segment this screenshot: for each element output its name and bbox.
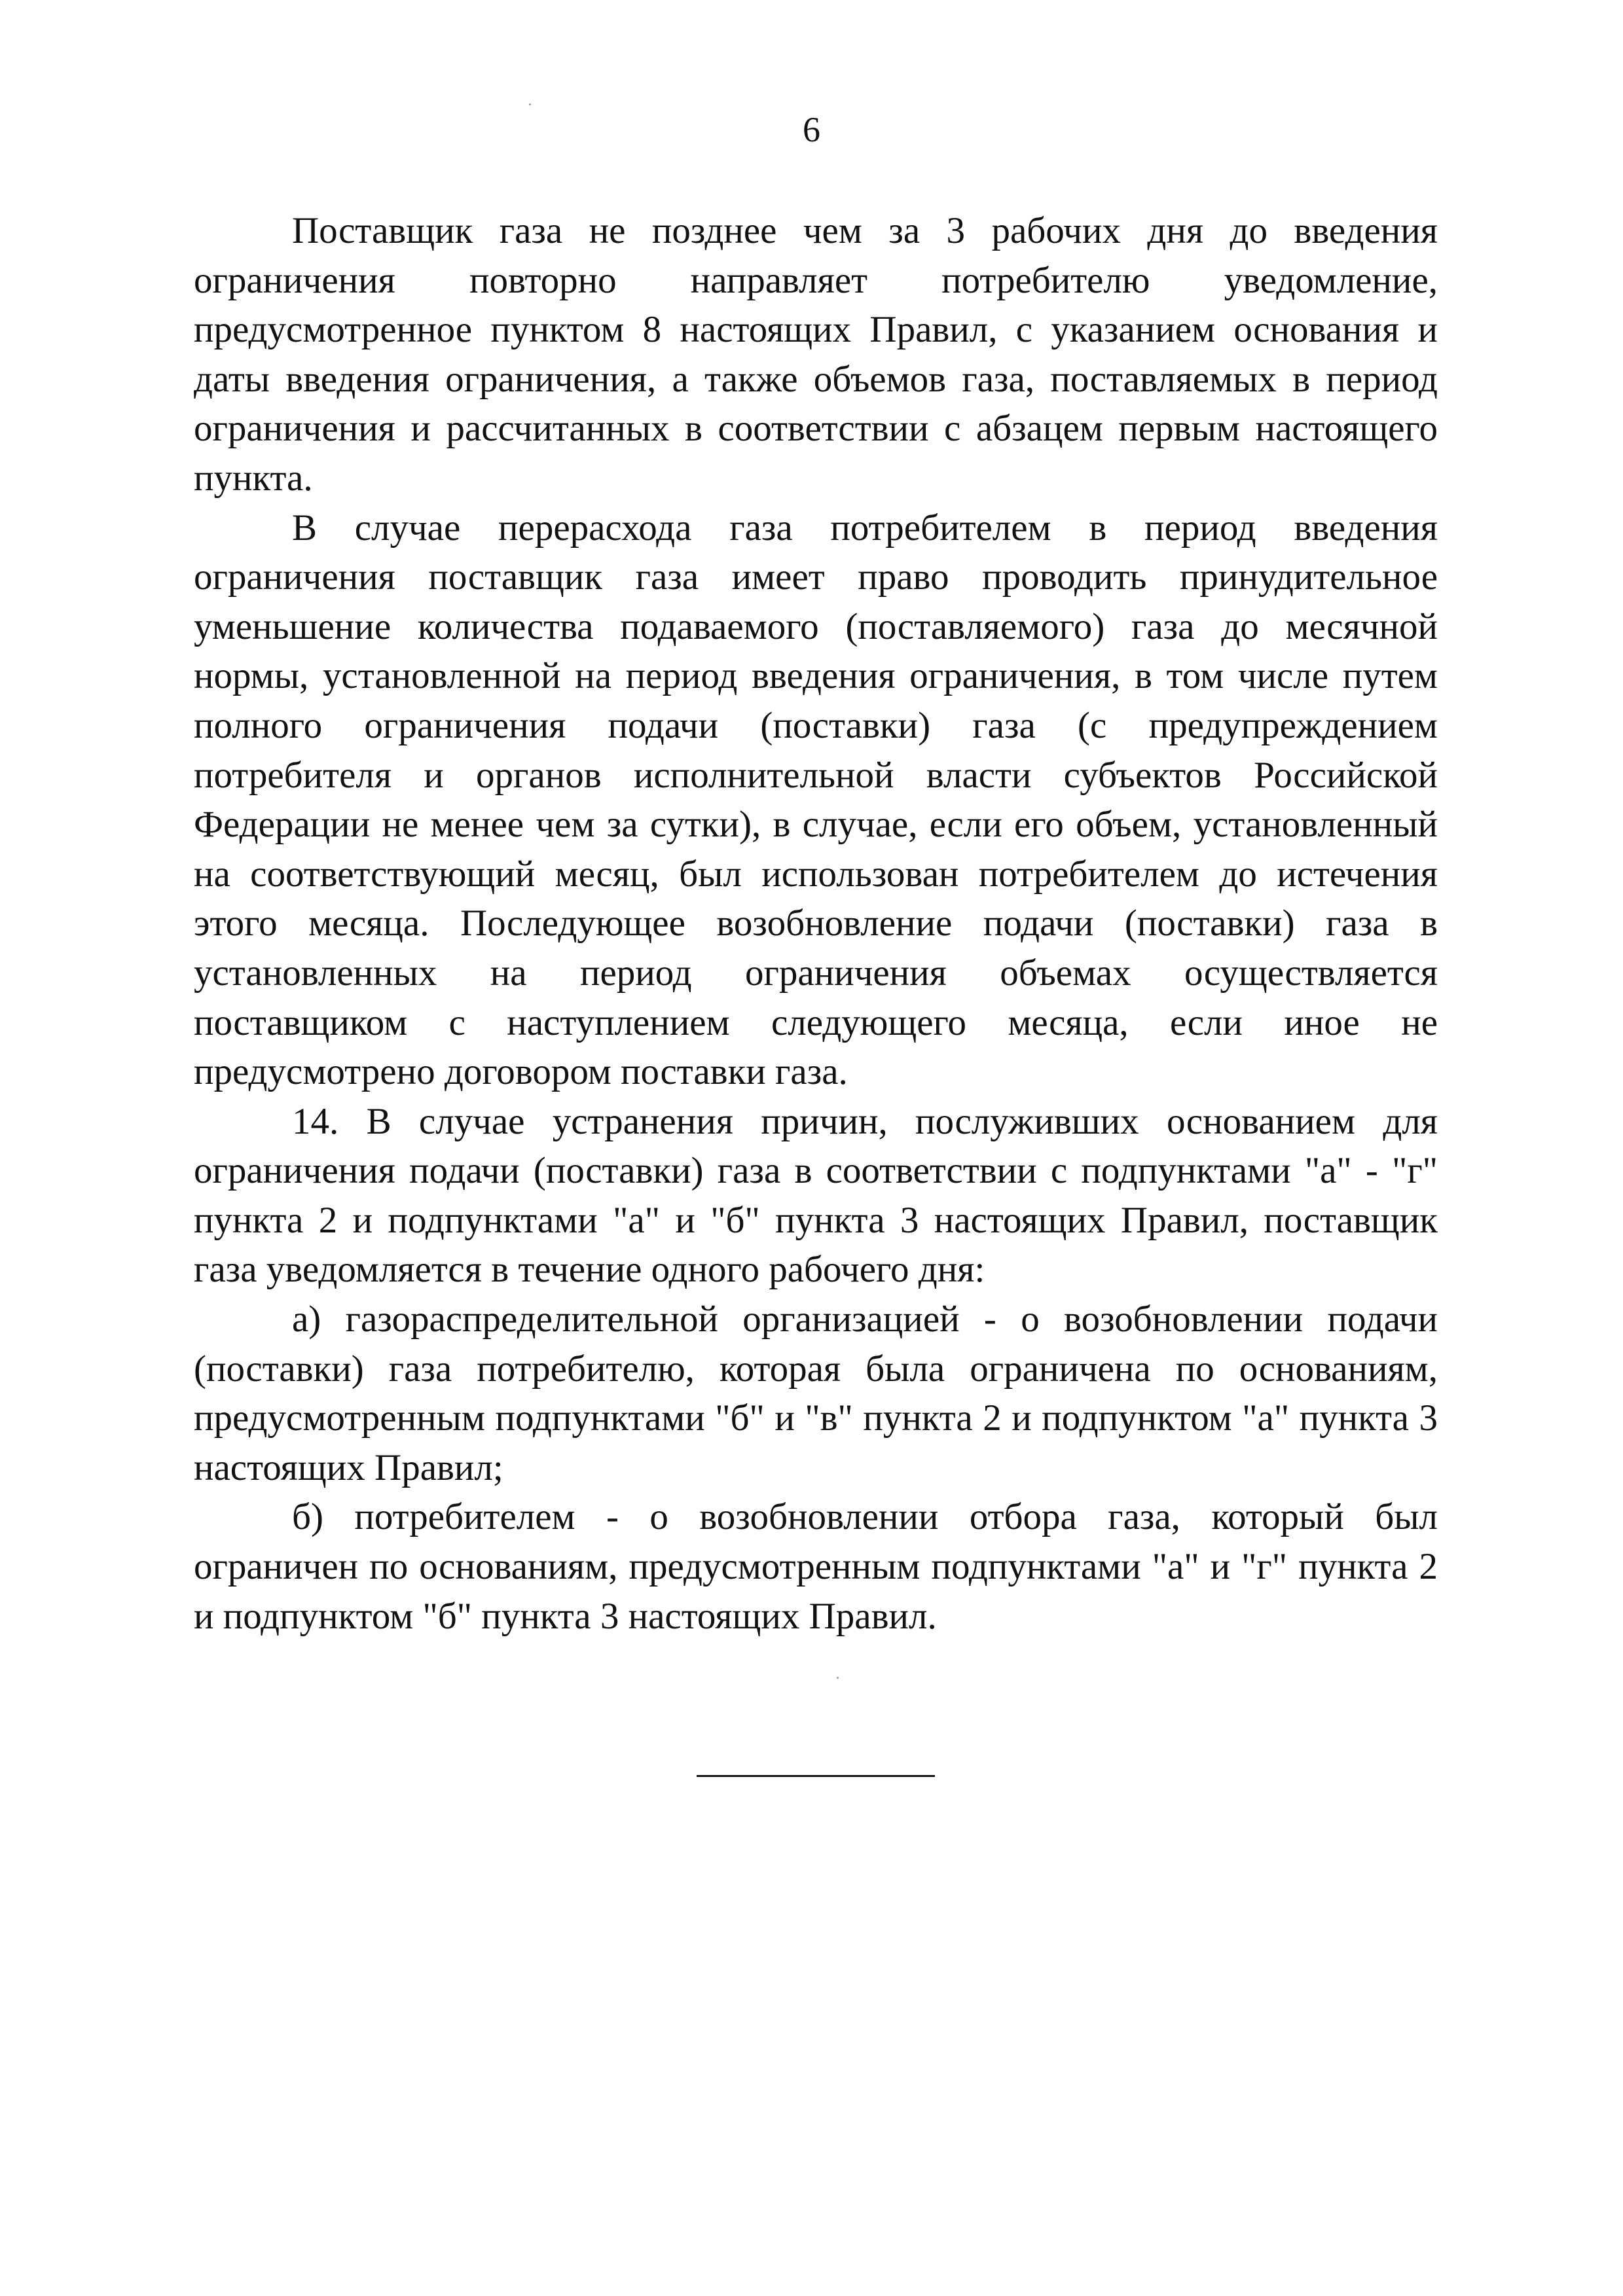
paragraph-item-14: 14. В случае устранения причин, послуживших основанием для ограничения подачи (поставки) газа в соответствии с подпунктами "а" - "г" пункта 2 и подпунктами "а" и "б" пункта 3 настоящих Правил, поставщик газа уведомляется в течение одного рабочего дня: [194,1100,1438,1291]
paragraph-subitem-b: б) потребителем - о возобновлении отбора газа, который был ограничен по основаниям, предусмотренным подпунктами "а" и "г" пункта 2 и подпунктом "б" пункта 3 настоящих Правил. [194,1496,1438,1637]
paragraph-overconsumption: В случае перерасхода газа потребителем в период введения ограничения поставщик газа имеет право проводить принудительное уменьшение количества подаваемого (поставляемого) газа до месячной нормы, установленной на период введения ограничения, в том числе путем полного ограничения подачи (поставки) газа (с предупреждением потребителя и органов исполнительной власти субъектов Российской Федерации не менее чем за сутки), в случае, если его объем, установленный на соответствующий месяц, был использован потребителем до истечения этого месяца. Последующее возобновление подачи (поставки) газа в установленных на период ограничения объемах осуществляется поставщиком с наступлением следующего месяца, если иное не предусмотрено договором поставки газа. [194,507,1438,1093]
document-body [194,206,1438,1641]
paragraph-supplier-notice: Поставщик газа не позднее чем за 3 рабочих дня до введения ограничения повторно направляет потребителю уведомление, предусмотренное пунктом 8 настоящих Правил, с указанием основания и даты введения ограничения, а также объемов газа, поставляемых в период ограничения и рассчитанных в соответствии с абзацем первым настоящего пункта. [194,210,1438,499]
scan-speck [529,103,531,105]
paragraph-subitem-a: а) газораспределительной организацией - о возобновлении подачи (поставки) газа потребителю, которая была ограничена по основаниям, предусмотренным подпунктами "б" и "в" пункта 2 и подпунктом "а" пункта 3 настоящих Правил; [194,1299,1438,1488]
scan-speck [837,1677,839,1679]
closing-rule [697,1775,935,1777]
page-number: 6 [803,110,820,149]
